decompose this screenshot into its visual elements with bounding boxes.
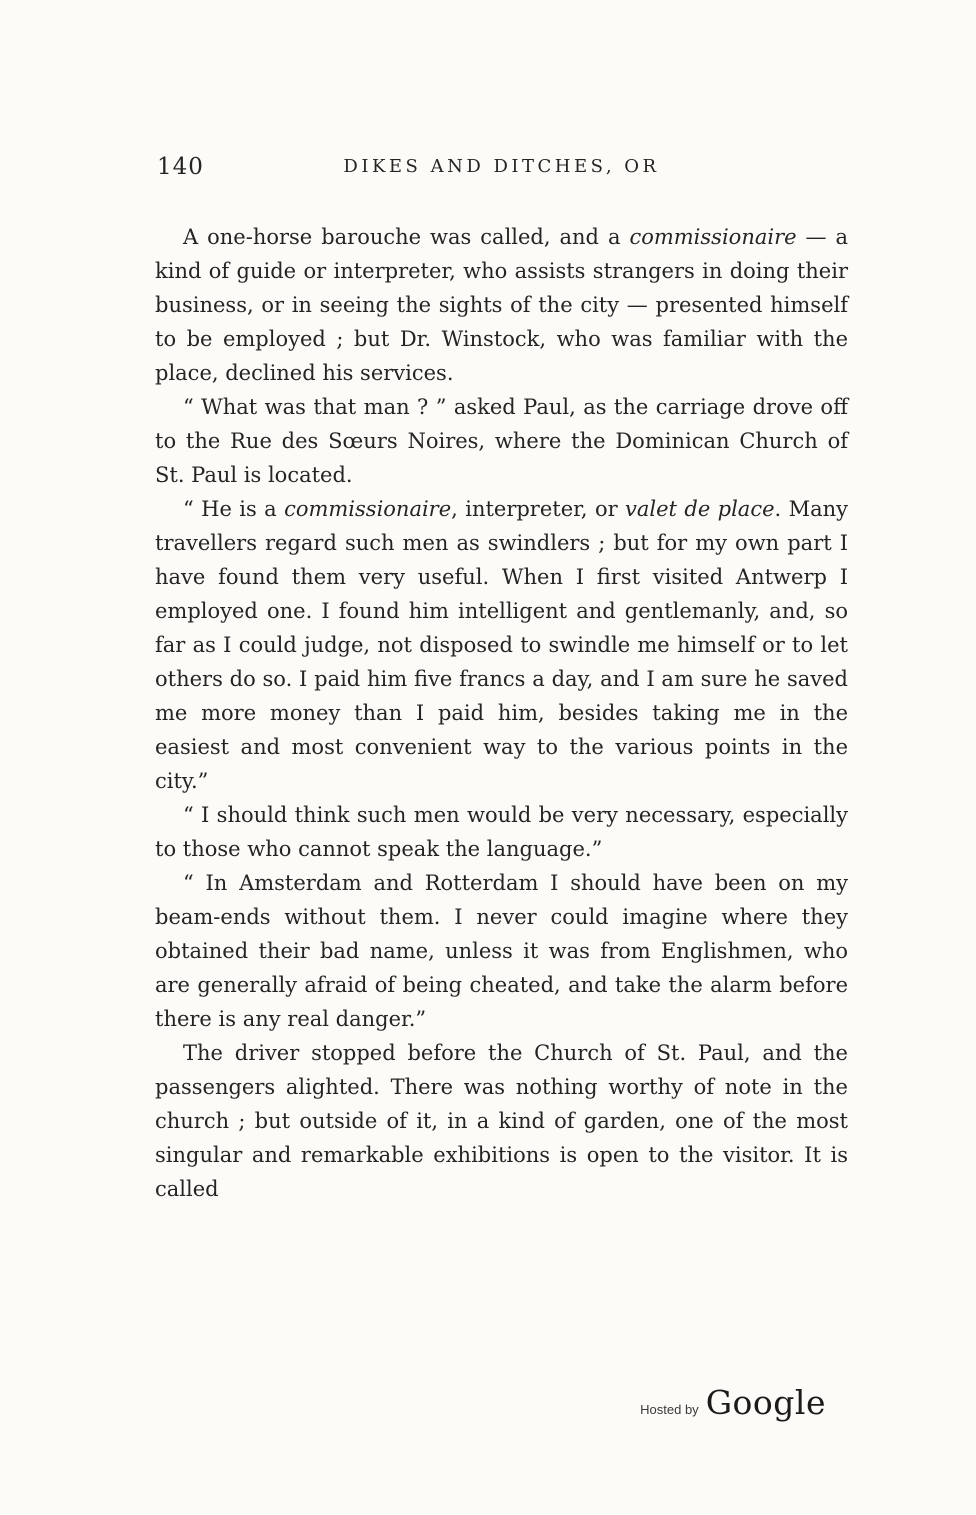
paragraph	[155, 220, 848, 390]
page-body	[155, 220, 848, 1206]
google-logo: Google	[705, 1383, 826, 1422]
text-run: A one-horse barouche was called, and a	[183, 225, 630, 249]
paragraph	[155, 492, 848, 798]
text-run: — a kind of guide or interpreter, who assists strangers in doing their business, or in seeing the sights of the city — presented himself to be employed ; but Dr. Winstock, who was familiar with the place, declined his services.	[155, 225, 848, 385]
paragraph	[155, 390, 848, 492]
running-title: DIKES AND DITCHES, OR	[343, 156, 660, 177]
text-run: “ In Amsterdam and Rotterdam I should have been on my beam-ends without them. I never could imagine where they obtained their bad name, unless it was from Englishmen, who are generally afraid of being cheated, and take the alarm before there is any real danger.”	[155, 871, 848, 1031]
paragraph	[155, 866, 848, 1036]
paragraph	[155, 798, 848, 866]
text-run: “ I should think such men would be very necessary, especially to those who cannot speak the language.”	[155, 803, 848, 861]
text-run: “ What was that man ? ” asked Paul, as the carriage drove off to the Rue des Sœurs Noires, where the Dominican Church of St. Paul is located.	[155, 395, 848, 487]
text-run: . Many travellers regard such men as swindlers ; but for my own part I have found them very useful. When I first visited Antwerp I employed one. I found him intelligent and gentlemanly, and, so far as I could judge, not disposed to swindle me himself or to let others do so. I paid him five francs a day, and I am sure he saved me more money than I paid him, besides taking me in the easiest and most convenient way to the various points in the city.”	[155, 497, 848, 793]
page-number: 140	[157, 154, 204, 180]
page-footer	[640, 1383, 826, 1422]
paragraph	[155, 1036, 848, 1206]
hosted-by-label: Hosted by	[640, 1402, 699, 1417]
text-run: The driver stopped before the Church of St. Paul, and the passengers alighted. There was nothing worthy of note in the church ; but outside of it, in a kind of garden, one of the most singular and remarkable exhibitions is open to the visitor. It is called	[155, 1041, 848, 1201]
text-run: , interpreter, or	[451, 497, 626, 521]
page-header	[155, 152, 848, 186]
italic-text-run: commissionaire	[629, 225, 797, 249]
text-run: “ He is a	[183, 497, 285, 521]
italic-text-run: valet de place	[625, 497, 775, 521]
italic-text-run: commissionaire	[284, 497, 452, 521]
